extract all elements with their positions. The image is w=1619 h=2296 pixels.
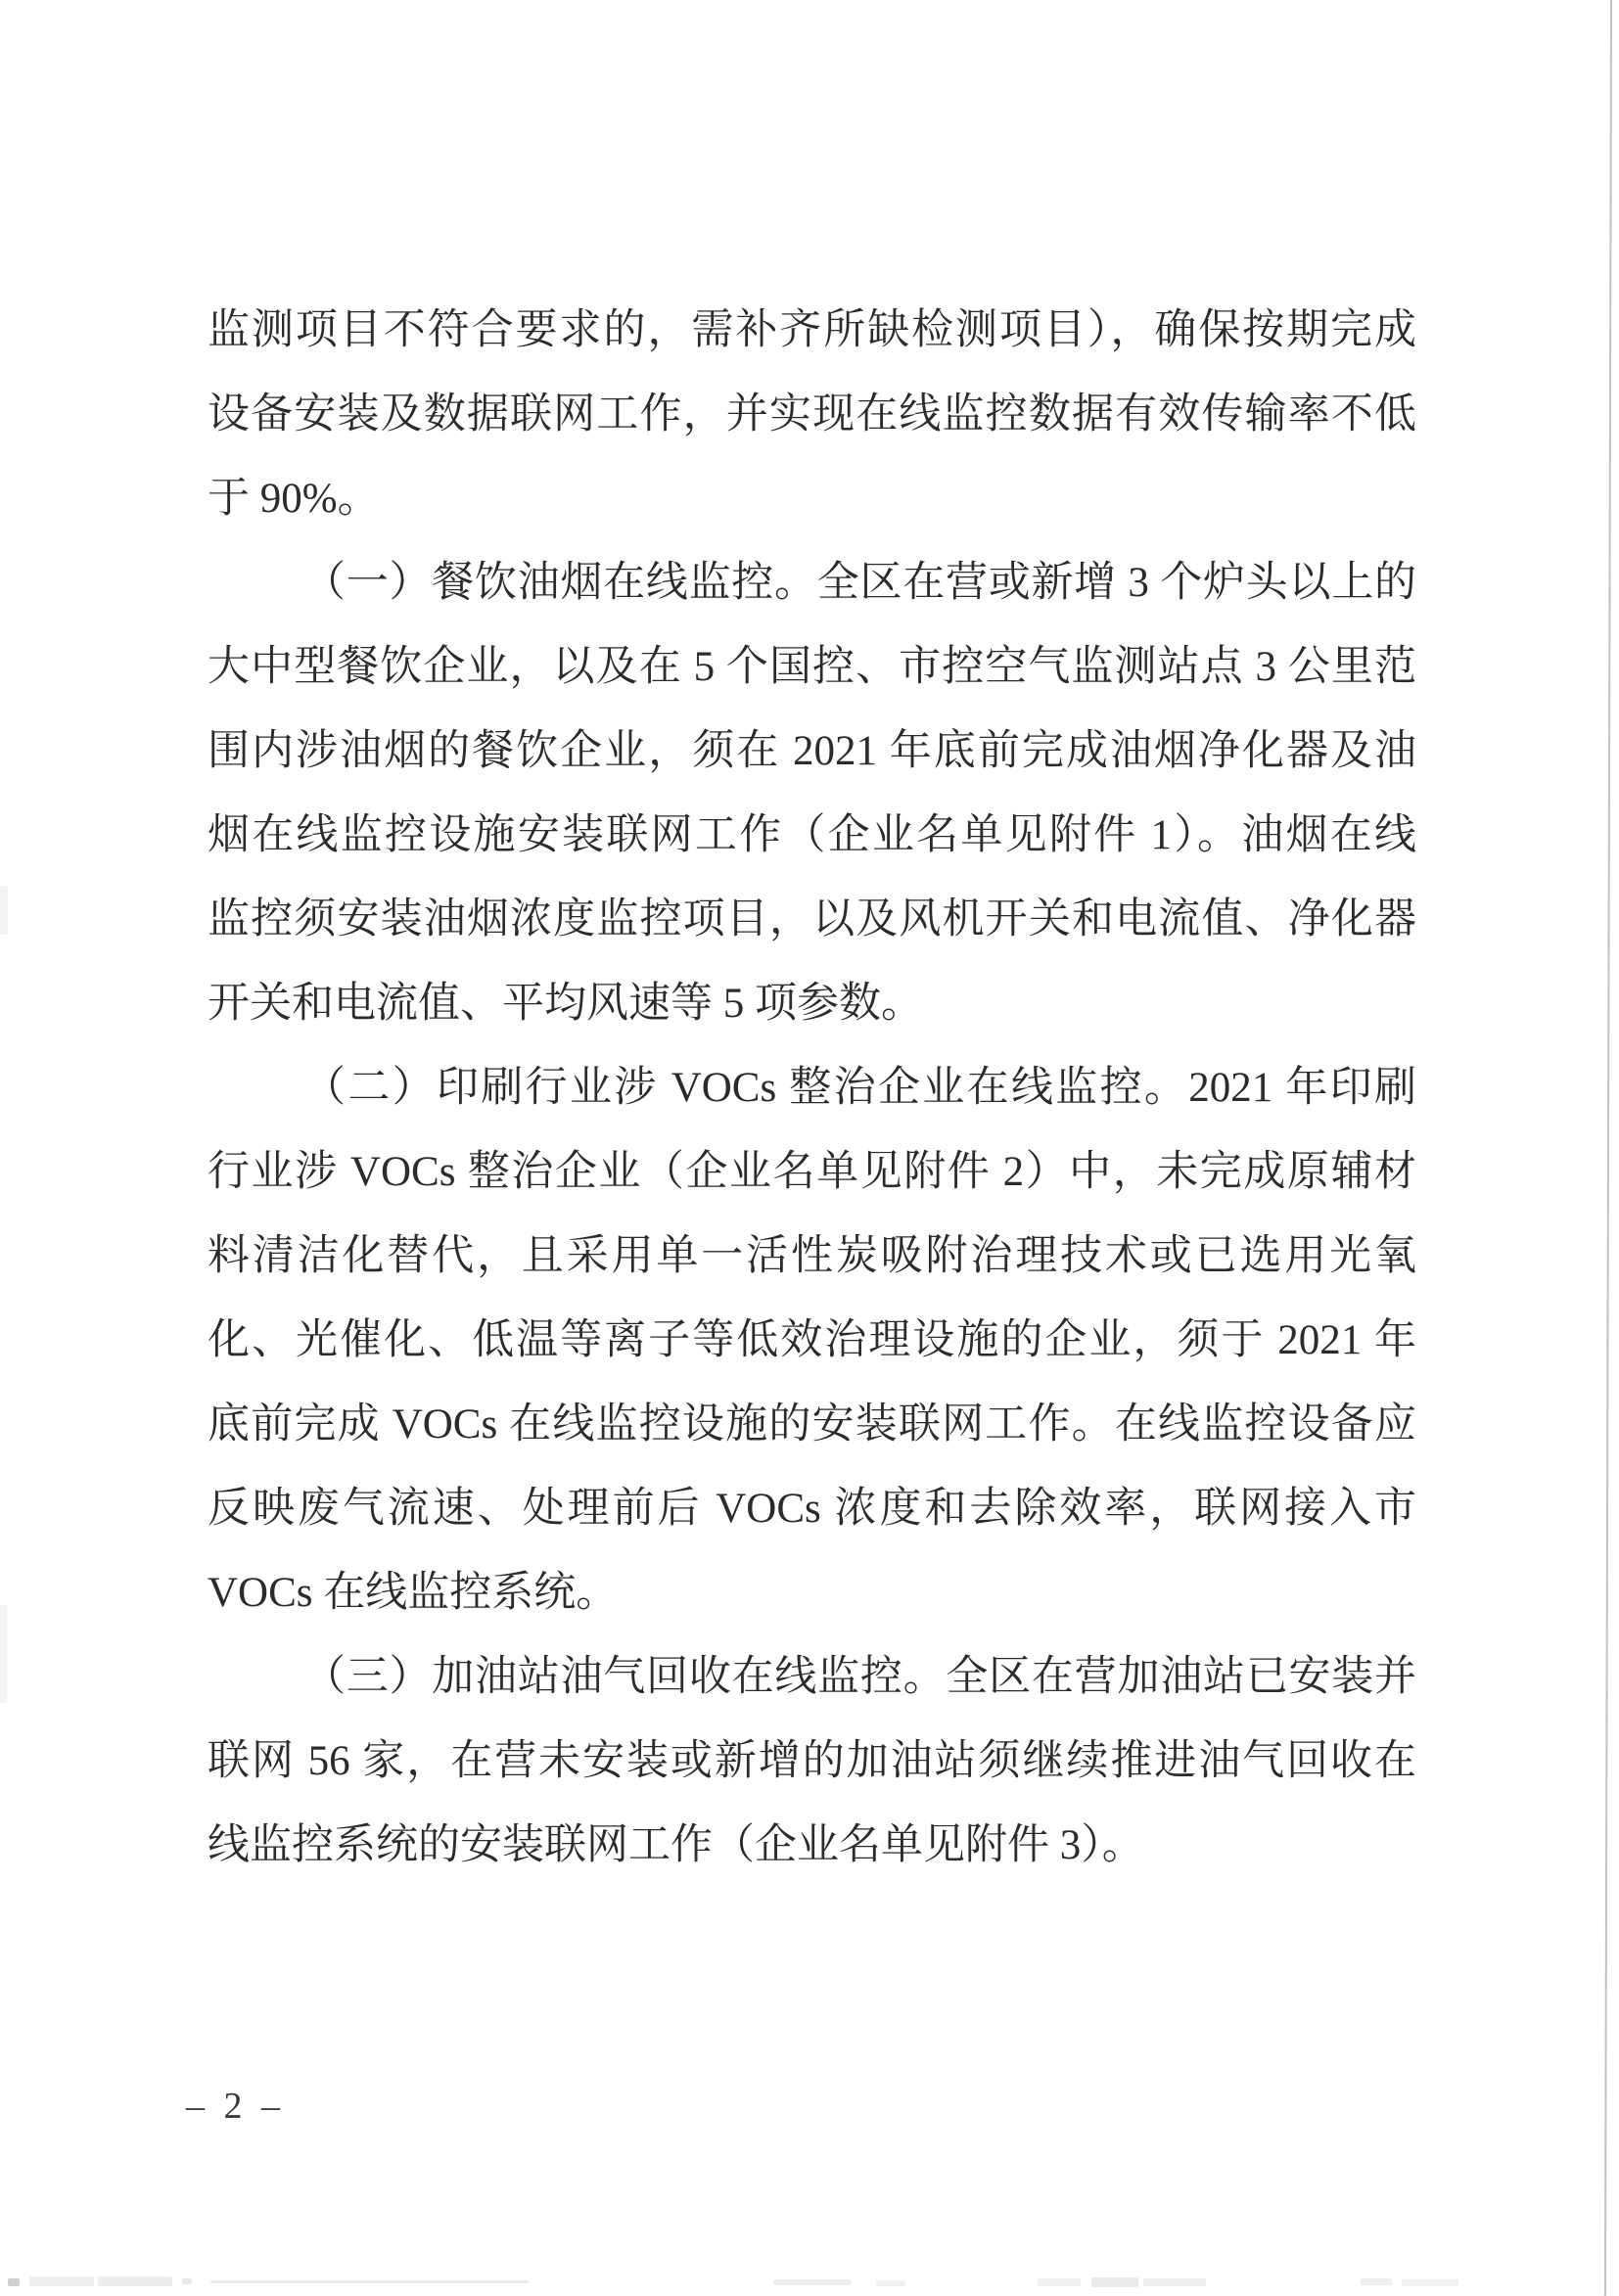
document-line: 围内涉油烟的餐饮企业，须在 2021 年底前完成油烟净化器及油 [208, 728, 1416, 774]
scan-artifact [8, 2278, 20, 2286]
document-line: （三）加油站油气回收在线监控。全区在营加油站已安装并 [303, 1654, 1416, 1700]
page-number: – 2 – [186, 2086, 285, 2127]
scan-artifact [182, 2278, 192, 2284]
text-block [208, 289, 1416, 1888]
document-line: VOCs 在线监控系统。 [208, 1570, 619, 1616]
scan-artifact [1091, 2277, 1138, 2287]
document-line: 底前完成 VOCs 在线监控设施的安装联网工作。在线监控设备应 [208, 1401, 1416, 1447]
scan-artifact [29, 2276, 94, 2286]
document-line: 监测项目不符合要求的，需补齐所缺检测项目），确保按期完成 [208, 307, 1416, 353]
document-line: 开关和电流值、平均风速等 5 项参数。 [208, 981, 923, 1027]
document-line: 线监控系统的安装联网工作（企业名单见附件 3）。 [208, 1822, 1144, 1868]
scan-artifact [1038, 2278, 1081, 2286]
document-line: 于 90%。 [208, 476, 380, 522]
scan-artifact [773, 2279, 852, 2285]
scanner-edge-line [1604, 0, 1612, 2296]
document-line: 监控须安装油烟浓度监控项目，以及风机开关和电流值、净化器 [208, 896, 1416, 942]
document-line: （一）餐饮油烟在线监控。全区在营或新增 3 个炉头以上的 [303, 560, 1416, 606]
document-line: 大中型餐饮企业，以及在 5 个国控、市控空气监测站点 3 公里范 [208, 644, 1416, 690]
document-line: 烟在线监控设施安装联网工作（企业名单见附件 1）。油烟在线 [208, 812, 1416, 858]
document-line: 行业涉 VOCs 整治企业（企业名单见附件 2）中，未完成原辅材 [208, 1149, 1416, 1195]
document-line: （二）印刷行业涉 VOCs 整治企业在线监控。2021 年印刷 [303, 1065, 1416, 1111]
scan-artifact [1402, 2279, 1458, 2286]
scan-artifact [210, 2280, 529, 2283]
document-line: 联网 56 家，在营未安装或新增的加油站须继续推进油气回收在 [208, 1738, 1416, 1784]
document-line: 设备安装及数据联网工作，并实现在线监控数据有效传输率不低 [208, 391, 1416, 437]
scan-artifact [98, 2276, 172, 2286]
document-line: 料清洁化替代，且采用单一活性炭吸附治理技术或已选用光氧 [208, 1233, 1416, 1279]
scan-artifact [0, 1605, 7, 1703]
document-line: 化、光催化、低温等离子等低效治理设施的企业，须于 2021 年 [208, 1317, 1416, 1363]
scan-artifact [876, 2280, 905, 2286]
scan-artifact [0, 886, 8, 935]
document-line: 反映废气流速、处理前后 VOCs 浓度和去除效率，联网接入市 [208, 1486, 1416, 1532]
scan-artifact [1361, 2278, 1392, 2285]
scan-artifact [1143, 2278, 1206, 2286]
